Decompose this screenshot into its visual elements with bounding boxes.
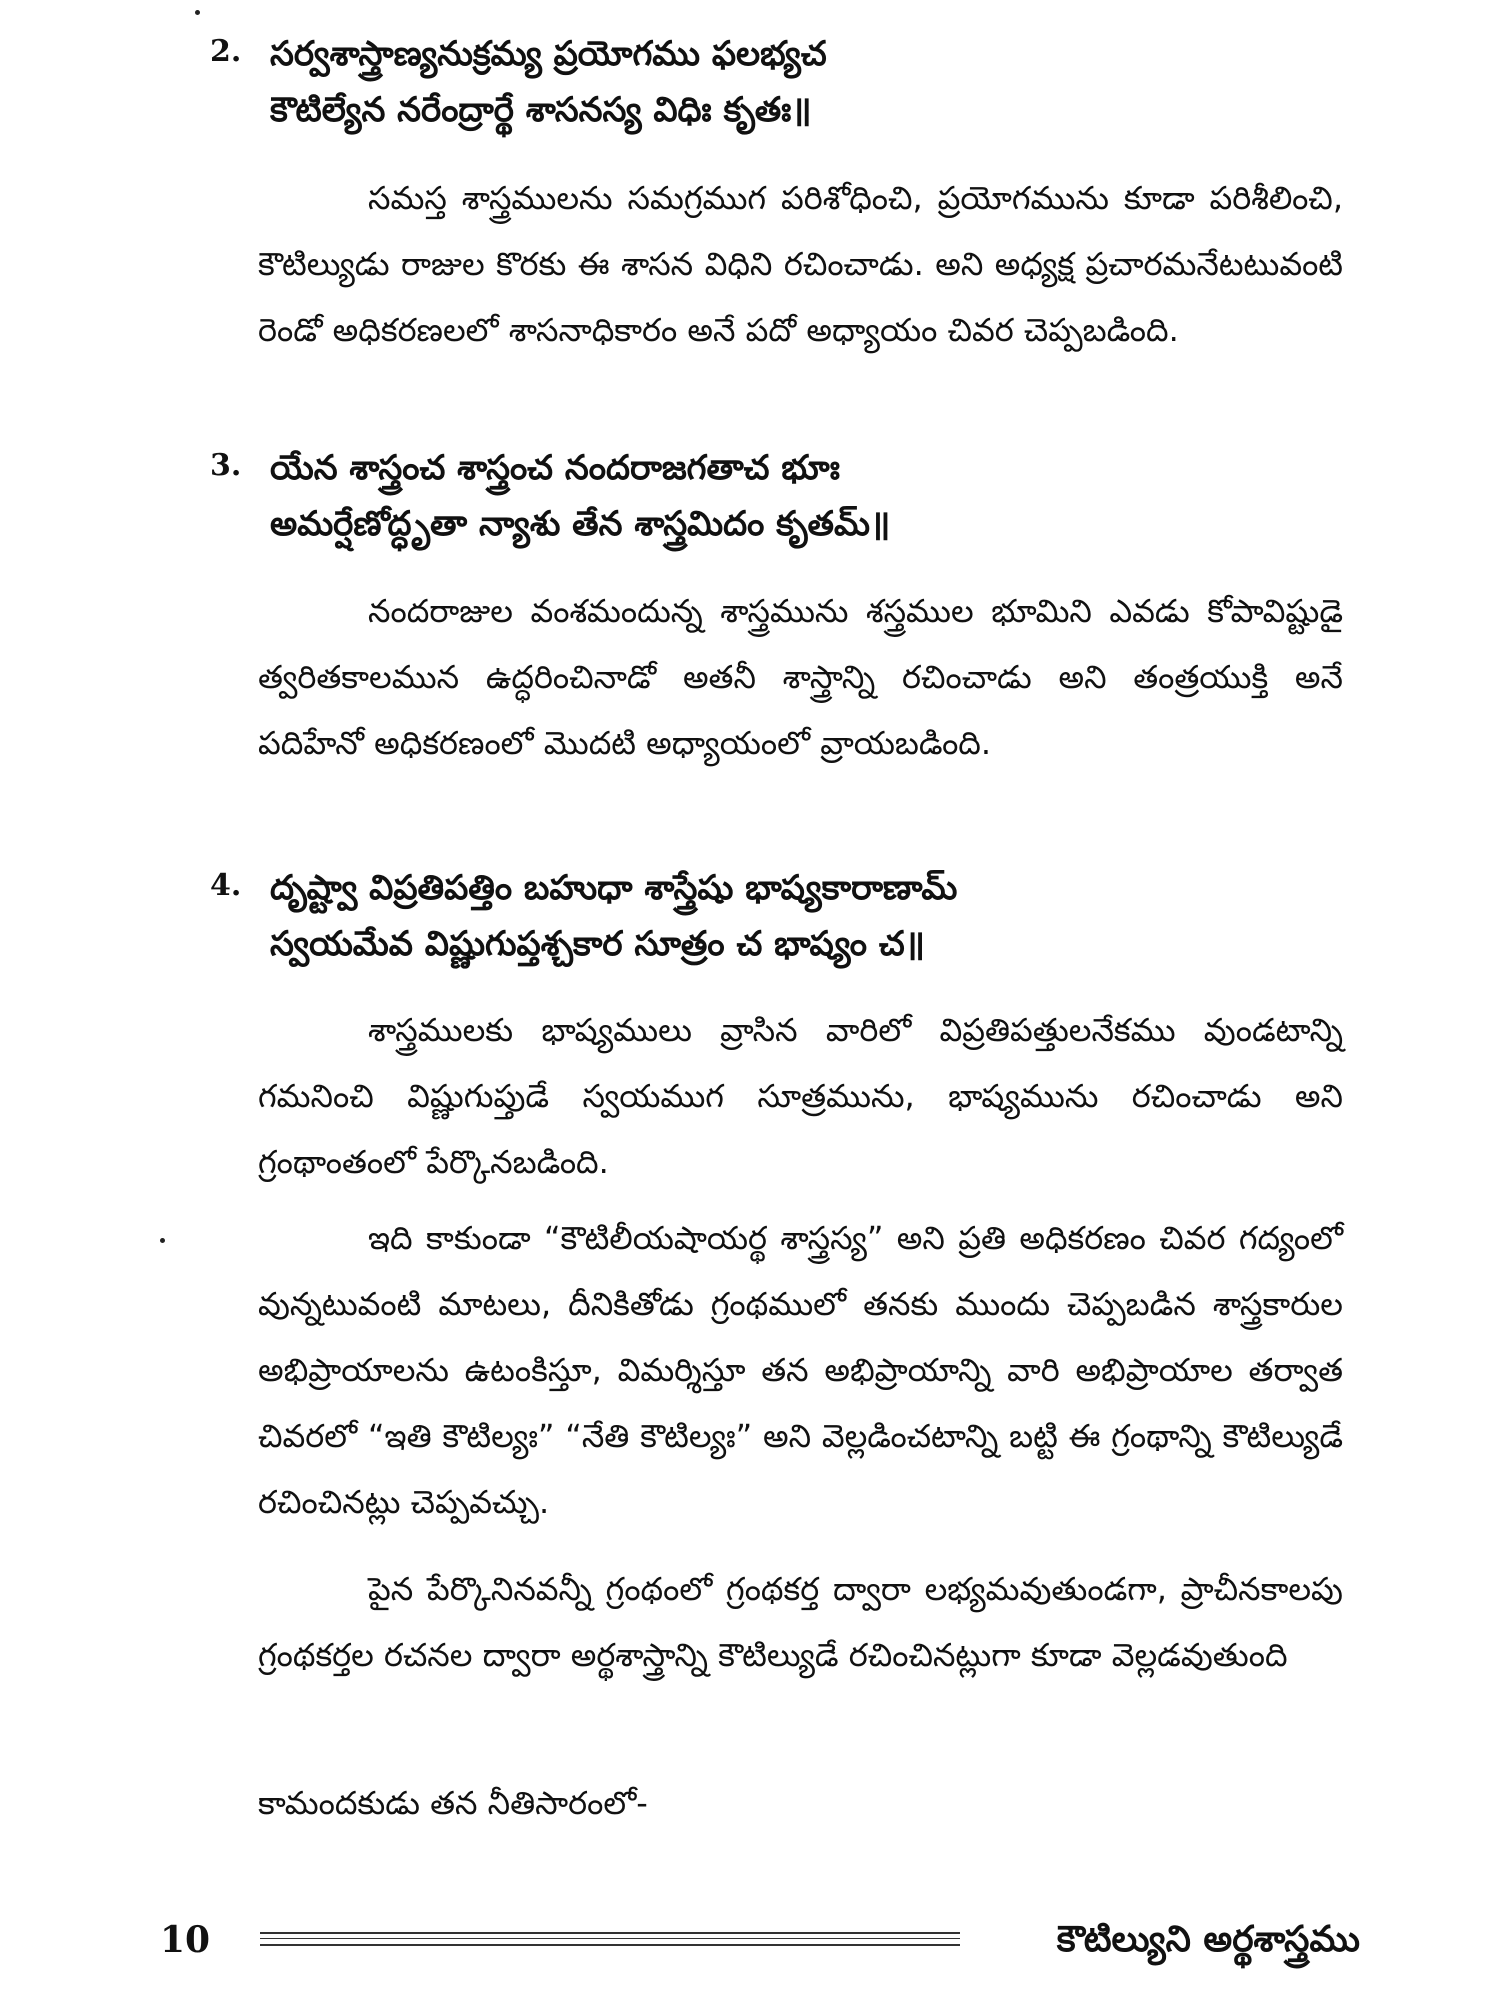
verse-line: అమర్షేణోద్ధృతా న్యాశు తేన శాస్త్రమిదం కృతమ్॥ bbox=[270, 504, 891, 544]
paragraph bbox=[258, 1205, 1343, 1535]
verse-line: దృష్ట్వా విప్రతిపత్తిం బహుధా శాస్త్రేషు భాష్యకారాణామ్ bbox=[270, 868, 958, 908]
verse-block bbox=[210, 440, 1360, 552]
verse-line: కౌటిల్యేన నరేంద్రార్థే శాసనస్య విధిః కృతః॥ bbox=[270, 90, 812, 130]
running-title: కౌటిల్యుని అర్థశాస్త్రము bbox=[1056, 1919, 1360, 1960]
paragraph bbox=[258, 1556, 1343, 1688]
verse-block bbox=[210, 26, 1360, 138]
speck-mark bbox=[160, 1238, 165, 1243]
verse-line: యేన శాస్త్రంచ శాస్త్రంచ నందరాజగతాచ భూః bbox=[270, 448, 840, 488]
paragraph-text: శాస్త్రములకు భాష్యములు వ్రాసిన వారిలో విప్రతిపత్తులనేకము వుండటాన్ని గమనించి విష్ణుగుప్తుడే స్వయముగ సూత్రమును, భాష్యమును రచించాడు అని గ్రంథాంతంలో పేర్కొనబడింది. bbox=[258, 1011, 1343, 1181]
paragraph-text: పైన పేర్కొనినవన్నీ గ్రంథంలో గ్రంథకర్త ద్వారా లభ్యమవుతుండగా, ప్రాచీనకాలపు గ్రంథకర్తల రచనల ద్వారా అర్థశాస్త్రాన్ని కౌటిల్యుడే రచించినట్లుగా కూడా వెల్లడవుతుంది bbox=[258, 1570, 1343, 1674]
verse-line: స్వయమేవ విష్ణుగుప్తశ్చకార సూత్రం చ భాష్యం చ॥ bbox=[270, 924, 926, 964]
speck-mark bbox=[195, 10, 200, 15]
verse-number: 4. bbox=[210, 868, 242, 903]
page-number: 10 bbox=[160, 1919, 211, 1961]
paragraph-text: నందరాజుల వంశమందున్న శాస్త్రమును శస్త్రముల భూమిని ఎవడు కోపావిష్టుడై త్వరితకాలమున ఉద్ధరించినాడో అతనీ శాస్త్రాన్ని రచించాడు అని తంత్రయుక్తి అనే పదిహేనో అధికరణంలో మొదటి అధ్యాయంలో వ్రాయబడింది. bbox=[258, 592, 1343, 762]
paragraph-text: సమస్త శాస్త్రములను సమగ్రముగ పరిశోధించి, ప్రయోగమును కూడా పరిశీలించి, కౌటిల్యుడు రాజుల కొరకు ఈ శాసన విధిని రచించాడు. అని అధ్యక్ష ప్రచారమనేటటువంటి రెండో అధికరణలలో శాసనాధికారం అనే పదో అధ్యాయం చివర చెప్పబడింది. bbox=[258, 179, 1343, 349]
verse-text bbox=[270, 26, 1360, 138]
page-footer bbox=[160, 1910, 1360, 1970]
verse-line: సర్వశాస్త్రాణ్యనుక్రమ్య ప్రయోగము ఫలభ్యచ bbox=[270, 34, 827, 74]
paragraph-text: ఇది కాకుండా “కౌటిలీయషాయర్థ శాస్త్రస్య” అని ప్రతి అధికరణం చివర గద్యంలో వున్నటువంటి మాటలు, దీనికితోడు గ్రంథములో తనకు ముందు చెప్పబడిన శాస్త్రకారుల అభిప్రాయాలను ఉటంకిస్తూ, విమర్శిస్తూ తన అభిప్రాయాన్ని వారి అభిప్రాయాల తర్వాత చివరలో “ఇతి కౌటిల్యః” “నేతి కౌటిల్యః” అని వెల్లడించటాన్ని బట్టి ఈ గ్రంథాన్ని కౌటిల్యుడే రచించినట్లు చెప్పవచ్చు. bbox=[258, 1219, 1343, 1521]
verse-number: 3. bbox=[210, 448, 242, 483]
footer-rule bbox=[260, 1932, 960, 1946]
verse-number: 2. bbox=[210, 34, 242, 69]
verse-block bbox=[210, 860, 1360, 972]
paragraph bbox=[258, 997, 1343, 1195]
paragraph bbox=[258, 165, 1343, 363]
verse-text bbox=[270, 860, 1360, 972]
verse-text bbox=[270, 440, 1360, 552]
paragraph bbox=[258, 578, 1343, 776]
closing-line: కామందకుడు తన నీతిసారంలో- bbox=[258, 1784, 648, 1822]
